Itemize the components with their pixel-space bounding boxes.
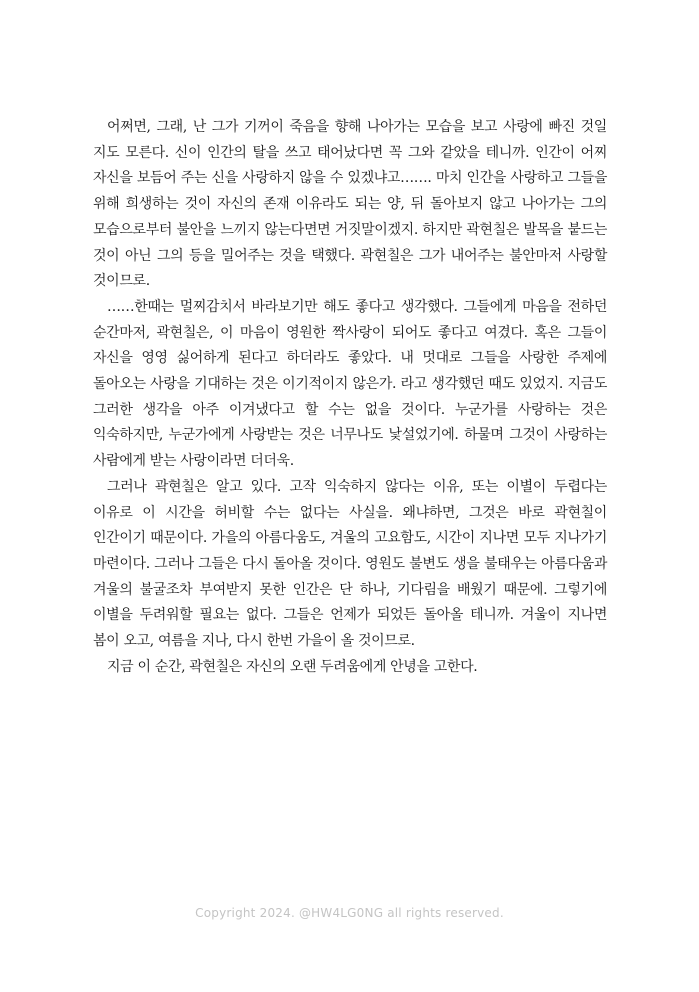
copyright-footer: Copyright 2024. @HW4LG0NG all rights reserved.: [195, 906, 504, 920]
paragraph-3: 그러나 곽현칠은 알고 있다. 고작 익숙하지 않다는 이유, 또는 이별이 두렵다는 이유로 이 시간을 허비할 수는 없다는 사실을. 왜냐하면, 그것은 바로 곽현칠이 인간이기 때문이다. 가을의 아름다움도, 겨울의 고요함도, 시간이 지나면 모두 지나가기 마련이다. 그러나 그들은 다시 돌아올 것이다. 영원도 불변도 생을 불태우는 아름다움과 겨울의 불굴조차 부여받지 못한 인간은 단 하나, 기다림을 배웠기 때문에. 그렇기에 이별을 두려워할 필요는 없다. 그들은 언제가 되었든 돌아올 테니까. 겨울이 지나면 봄이 오고, 여름을 지나, 다시 한번 가을이 올 것이므로.: [93, 478, 607, 650]
paragraph-1: 어쩌면, 그래, 난 그가 기꺼이 죽음을 향해 나아가는 모습을 보고 사랑에 빠진 것일 지도 모른다. 신이 인간의 탈을 쓰고 태어났다면 꼭 그와 같았을 테니까. 인간이 어찌 자신을 보듬어 주는 신을 사랑하지 않을 수 있겠냐고……. 마치 인간을 사랑하고 그들을 위해 희생하는 것이 자신의 존재 이유라도 되는 양, 뒤 돌아보지 않고 나아가는 그의 모습으로부터 불안을 느끼지 않는다면면 거짓말이겠지. 하지만 곽현칠은 발목을 붙드는 것이 아닌 그의 등을 밀어주는 것을 택했다. 곽현칠은 그가 내어주는 불안마저 사랑할 것이므로.: [93, 119, 607, 290]
paragraph-4: 지금 이 순간, 곽현칠은 자신의 오랜 두려움에게 안녕을 고한다.: [107, 658, 478, 675]
body-text: [93, 115, 607, 680]
paragraph-2: ……한때는 멀찌감치서 바라보기만 해도 좋다고 생각했다. 그들에게 마음을 전하던 순간마저, 곽현칠은, 이 마음이 영원한 짝사랑이 되어도 좋다고 여겼다. 혹은 그들이 자신을 영영 싫어하게 된다고 하더라도 좋았다. 내 멋대로 그들을 사랑한 주제에 돌아오는 사랑을 기대하는 것은 이기적이지 않은가. 라고 생각했던 때도 있었지. 지금도 그러한 생각을 아주 이겨냈다고 할 수는 없을 것이다. 누군가를 사랑하는 것은 익숙하지만, 누군가에게 사랑받는 것은 너무나도 낯설었기에. 하물며 그것이 사랑하는 사람에게 받는 사랑이라면 더더욱.: [93, 298, 607, 470]
